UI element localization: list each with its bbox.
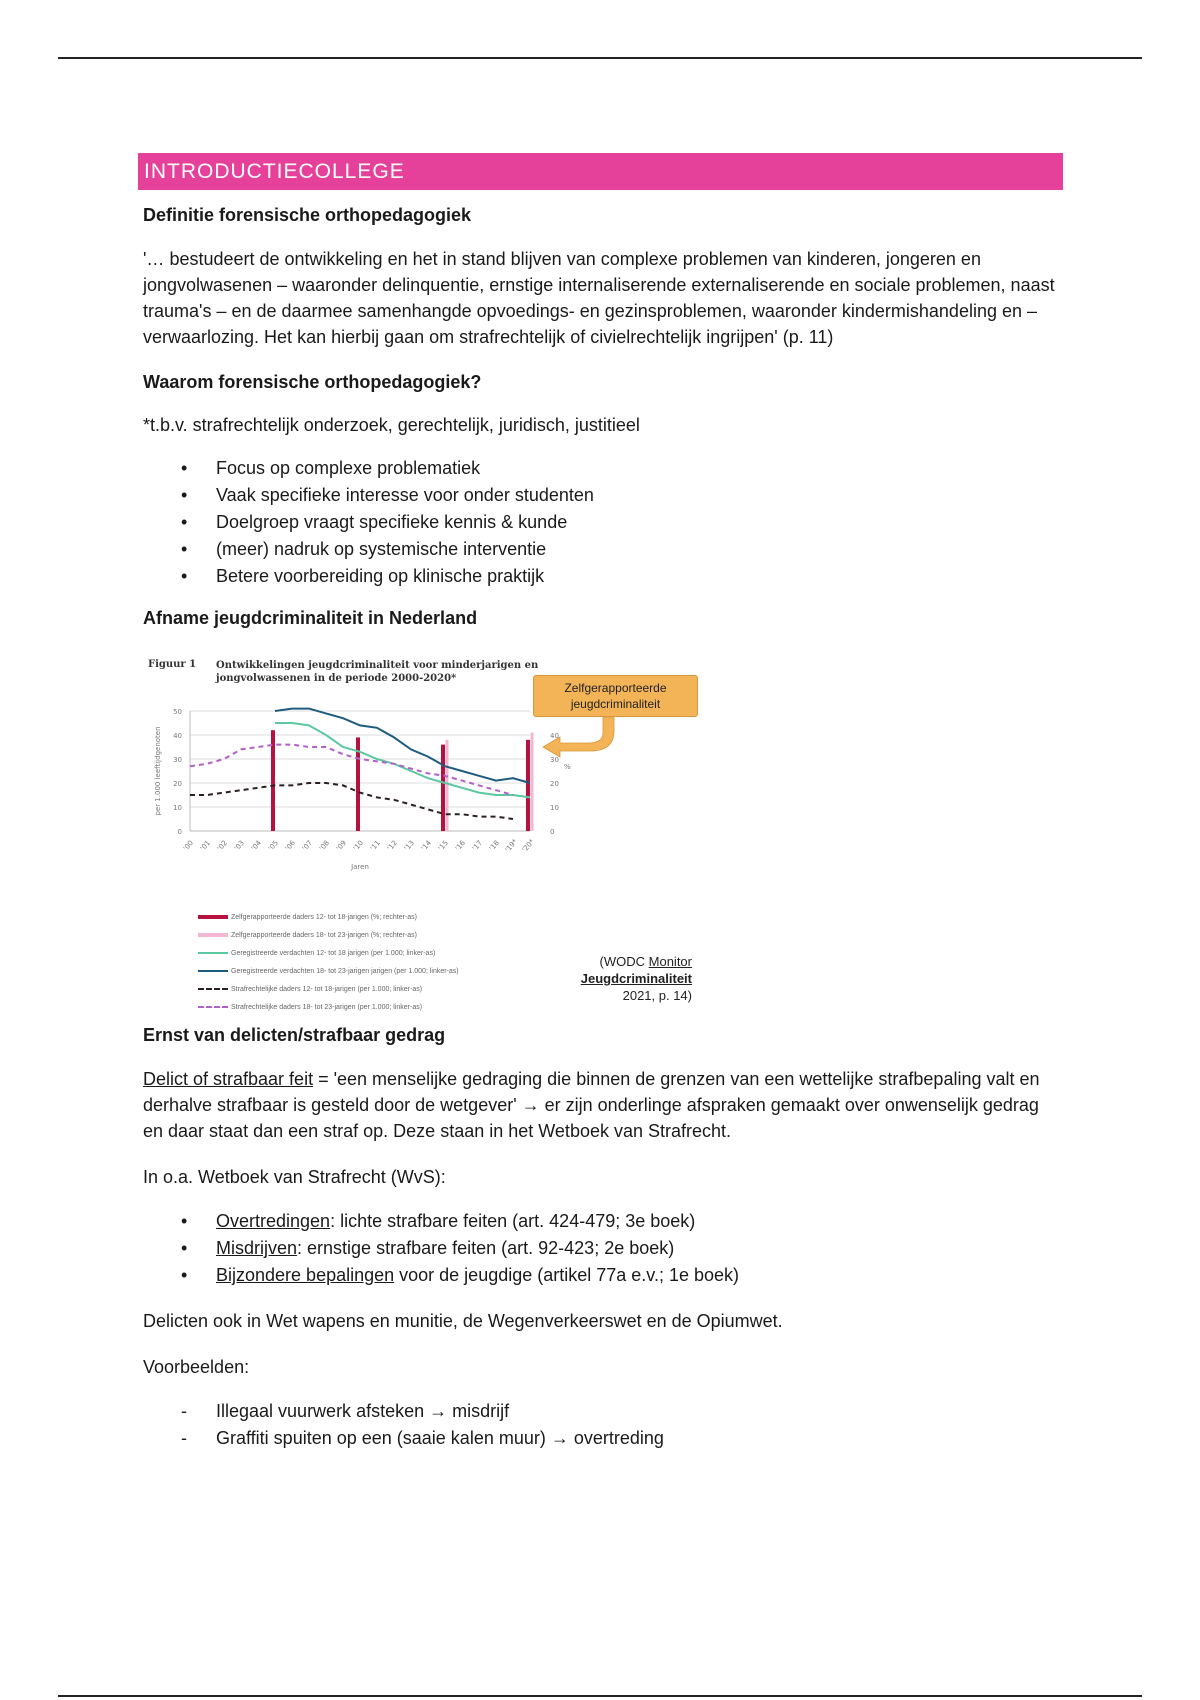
delict-term: Delict of strafbaar feit bbox=[143, 1069, 314, 1089]
legend-entry bbox=[198, 998, 459, 1016]
legend-label: Strafrechtelijke daders 18- tot 23-jarigen (per 1.000; linker-as) bbox=[231, 1003, 423, 1011]
legend-label: Zelfgerapporteerde daders 18- tot 23-jarigen (%; rechter-as) bbox=[231, 931, 417, 939]
chart-legend bbox=[198, 908, 459, 1016]
x-tick-label: '01 bbox=[198, 838, 213, 853]
x-tick-label: '08 bbox=[317, 838, 332, 853]
list-item bbox=[143, 1262, 1063, 1289]
wvs-list bbox=[143, 1208, 1063, 1289]
y-tick-label-right: 20 bbox=[550, 780, 559, 788]
y-tick-label: 20 bbox=[173, 780, 182, 788]
x-tick-label: '06 bbox=[283, 838, 298, 853]
voorbeelden-list bbox=[143, 1398, 1063, 1452]
wvs-intro: In o.a. Wetboek van Strafrecht (WvS): bbox=[143, 1167, 446, 1187]
source-link-jeugd[interactable]: Jeugdcriminaliteit bbox=[580, 971, 692, 986]
legend-label: Strafrechtelijke daders 12- tot 18-jarigen (per 1.000; linker-as) bbox=[231, 985, 423, 993]
source-prefix: (WODC bbox=[599, 954, 649, 969]
x-tick-label: '09 bbox=[334, 838, 349, 853]
series-line bbox=[190, 745, 513, 795]
y-tick-label: 50 bbox=[173, 708, 182, 716]
y-tick-label-right: 30 bbox=[550, 756, 559, 764]
bar bbox=[446, 740, 449, 831]
heading-afname: Afname jeugdcriminaliteit in Nederland bbox=[143, 608, 478, 628]
legend-label: Zelfgerapporteerde daders 12- tot 18-jarigen (%; rechter-as) bbox=[231, 913, 417, 921]
list-item: • Focus op complexe problematiek bbox=[143, 455, 1063, 482]
x-tick-label: '19* bbox=[503, 837, 520, 854]
x-tick-label: '07 bbox=[300, 838, 315, 853]
legend-label: Geregistreerde verdachten 18- tot 23-jarigen jarigen (per 1.000; linker-as) bbox=[231, 967, 459, 975]
delict-def-text: = 'een menselijke gedraging die binnen de grenzen van een wettelijke strafbepaling valt en derhalve strafbaar is gesteld door de wetgever' → er zijn onderlinge afspraken gemaakt over onwenselijk gedrag en daar staat dan een straf op. Deze staan in het Wetboek van Strafrecht. bbox=[143, 1069, 1040, 1141]
page-content bbox=[143, 153, 1063, 1452]
legend-entry bbox=[198, 944, 459, 962]
wvs-term: Overtredingen bbox=[216, 1211, 331, 1231]
figure-label: Figuur 1 bbox=[148, 659, 197, 670]
legend-entry bbox=[198, 962, 459, 980]
y-tick-label-right: 40 bbox=[550, 732, 559, 740]
legend-entry bbox=[198, 980, 459, 998]
series-line bbox=[275, 723, 530, 797]
waarom-list bbox=[143, 455, 1063, 590]
y-tick-label-right: 10 bbox=[550, 804, 559, 812]
y-axis-label: per 1.000 leeftijdgenoten bbox=[154, 726, 162, 816]
figure-chart bbox=[148, 651, 708, 1011]
bar bbox=[441, 745, 445, 831]
x-tick-label: '20* bbox=[520, 837, 537, 854]
figure-title: Ontwikkelingen jeugdcriminaliteit voor minderjarigen en jongvolwassenen in de periode 2000-2020* bbox=[216, 660, 539, 684]
y-axis-label-right: % bbox=[564, 763, 571, 771]
wvs-term: Misdrijven bbox=[216, 1238, 298, 1258]
legend-swatch bbox=[198, 988, 228, 990]
legend-swatch bbox=[198, 970, 228, 972]
list-item bbox=[143, 1235, 1063, 1262]
figure-source bbox=[558, 953, 692, 1004]
x-tick-label: '05 bbox=[266, 838, 281, 853]
y-tick-label: 0 bbox=[177, 828, 182, 836]
x-tick-label: '03 bbox=[232, 838, 247, 853]
x-tick-label: '04 bbox=[249, 838, 264, 853]
wvs-rest: : lichte strafbare feiten (art. 424-479; 3e boek) bbox=[330, 1211, 696, 1231]
wvs-rest: voor de jeugdige (artikel 77a e.v.; 1e boek) bbox=[394, 1265, 740, 1285]
series-line bbox=[275, 709, 530, 783]
x-tick-label: '02 bbox=[215, 838, 230, 853]
x-tick-label: '00 bbox=[181, 838, 196, 853]
wetten-text: Delicten ook in Wet wapens en munitie, de Wegenverkeerswet en de Opiumwet. bbox=[143, 1311, 783, 1331]
voorbeelden-heading: Voorbeelden: bbox=[143, 1357, 250, 1377]
source-link-monitor[interactable]: Monitor bbox=[648, 954, 692, 969]
list-item: - Graffiti spuiten op een (saaie kalen muur) → overtreding bbox=[143, 1425, 1063, 1452]
legend-swatch bbox=[198, 915, 228, 919]
x-tick-label: '18 bbox=[487, 838, 502, 853]
heading-definitie: Definitie forensische orthopedagogiek bbox=[143, 205, 472, 225]
list-item: • Vaak specifieke interesse voor onder studenten bbox=[143, 482, 1063, 509]
legend-entry bbox=[198, 908, 459, 926]
legend-swatch bbox=[198, 1006, 228, 1008]
bar bbox=[526, 740, 530, 831]
source-year: 2021, p. 14) bbox=[622, 988, 692, 1003]
list-item: • (meer) nadruk op systemische interventie bbox=[143, 536, 1063, 563]
list-item: - Illegaal vuurwerk afsteken → misdrijf bbox=[143, 1398, 1063, 1425]
delict-definition bbox=[143, 1066, 1063, 1144]
list-item: • Betere voorbereiding op klinische praktijk bbox=[143, 563, 1063, 590]
list-item: • Doelgroep vraagt specifieke kennis & kunde bbox=[143, 509, 1063, 536]
x-tick-label: '11 bbox=[368, 838, 383, 853]
x-tick-label: '13 bbox=[402, 838, 417, 853]
list-item bbox=[143, 1208, 1063, 1235]
legend-entry bbox=[198, 926, 459, 944]
legend-swatch bbox=[198, 952, 228, 954]
x-tick-label: '10 bbox=[351, 838, 366, 853]
x-tick-label: '17 bbox=[470, 838, 485, 853]
y-tick-label: 30 bbox=[173, 756, 182, 764]
x-axis-label: Jaren bbox=[351, 863, 369, 871]
wvs-term: Bijzondere bepalingen bbox=[216, 1265, 395, 1285]
x-tick-label: '15 bbox=[436, 838, 451, 853]
heading-ernst: Ernst van delicten/strafbaar gedrag bbox=[143, 1025, 446, 1045]
waarom-note: *t.b.v. strafrechtelijk onderzoek, gerechtelijk, juridisch, justitieel bbox=[143, 415, 640, 435]
bar bbox=[531, 733, 534, 831]
x-tick-label: '16 bbox=[453, 838, 468, 853]
legend-label: Geregistreerde verdachten 12- tot 18 jarigen (per 1.000; linker-as) bbox=[231, 949, 436, 957]
definitie-quote: '… bestudeert de ontwikkeling en het in stand blijven van complexe problemen van kinderen, jongeren en jongvolwasenen – waaronder delinquentie, ernstige internaliserende externaliserende en sociale problemen, naast trauma's – en de daarmee samenhangde opvoedings- en gezinsproblemen, waaronder kindermishandeling en – verwaarlozing. Het kan hierbij gaan om strafrechtelijk of civielrechtelijk ingrijpen' (p. 11) bbox=[143, 249, 1055, 347]
callout-box: Zelfgerapporteerde jeugdcriminaliteit bbox=[533, 675, 698, 717]
y-tick-label-right: 0 bbox=[550, 828, 555, 836]
x-tick-label: '14 bbox=[419, 838, 434, 853]
top-rule bbox=[58, 57, 1142, 59]
y-tick-label: 10 bbox=[173, 804, 182, 812]
section-banner: INTRODUCTIECOLLEGE bbox=[138, 153, 1063, 190]
bottom-rule bbox=[58, 1695, 1142, 1697]
wvs-rest: : ernstige strafbare feiten (art. 92-423; 2e boek) bbox=[297, 1238, 675, 1258]
x-tick-label: '12 bbox=[385, 838, 400, 853]
heading-waarom: Waarom forensische orthopedagogiek? bbox=[143, 372, 482, 392]
y-tick-label: 40 bbox=[173, 732, 182, 740]
legend-swatch bbox=[198, 933, 228, 937]
